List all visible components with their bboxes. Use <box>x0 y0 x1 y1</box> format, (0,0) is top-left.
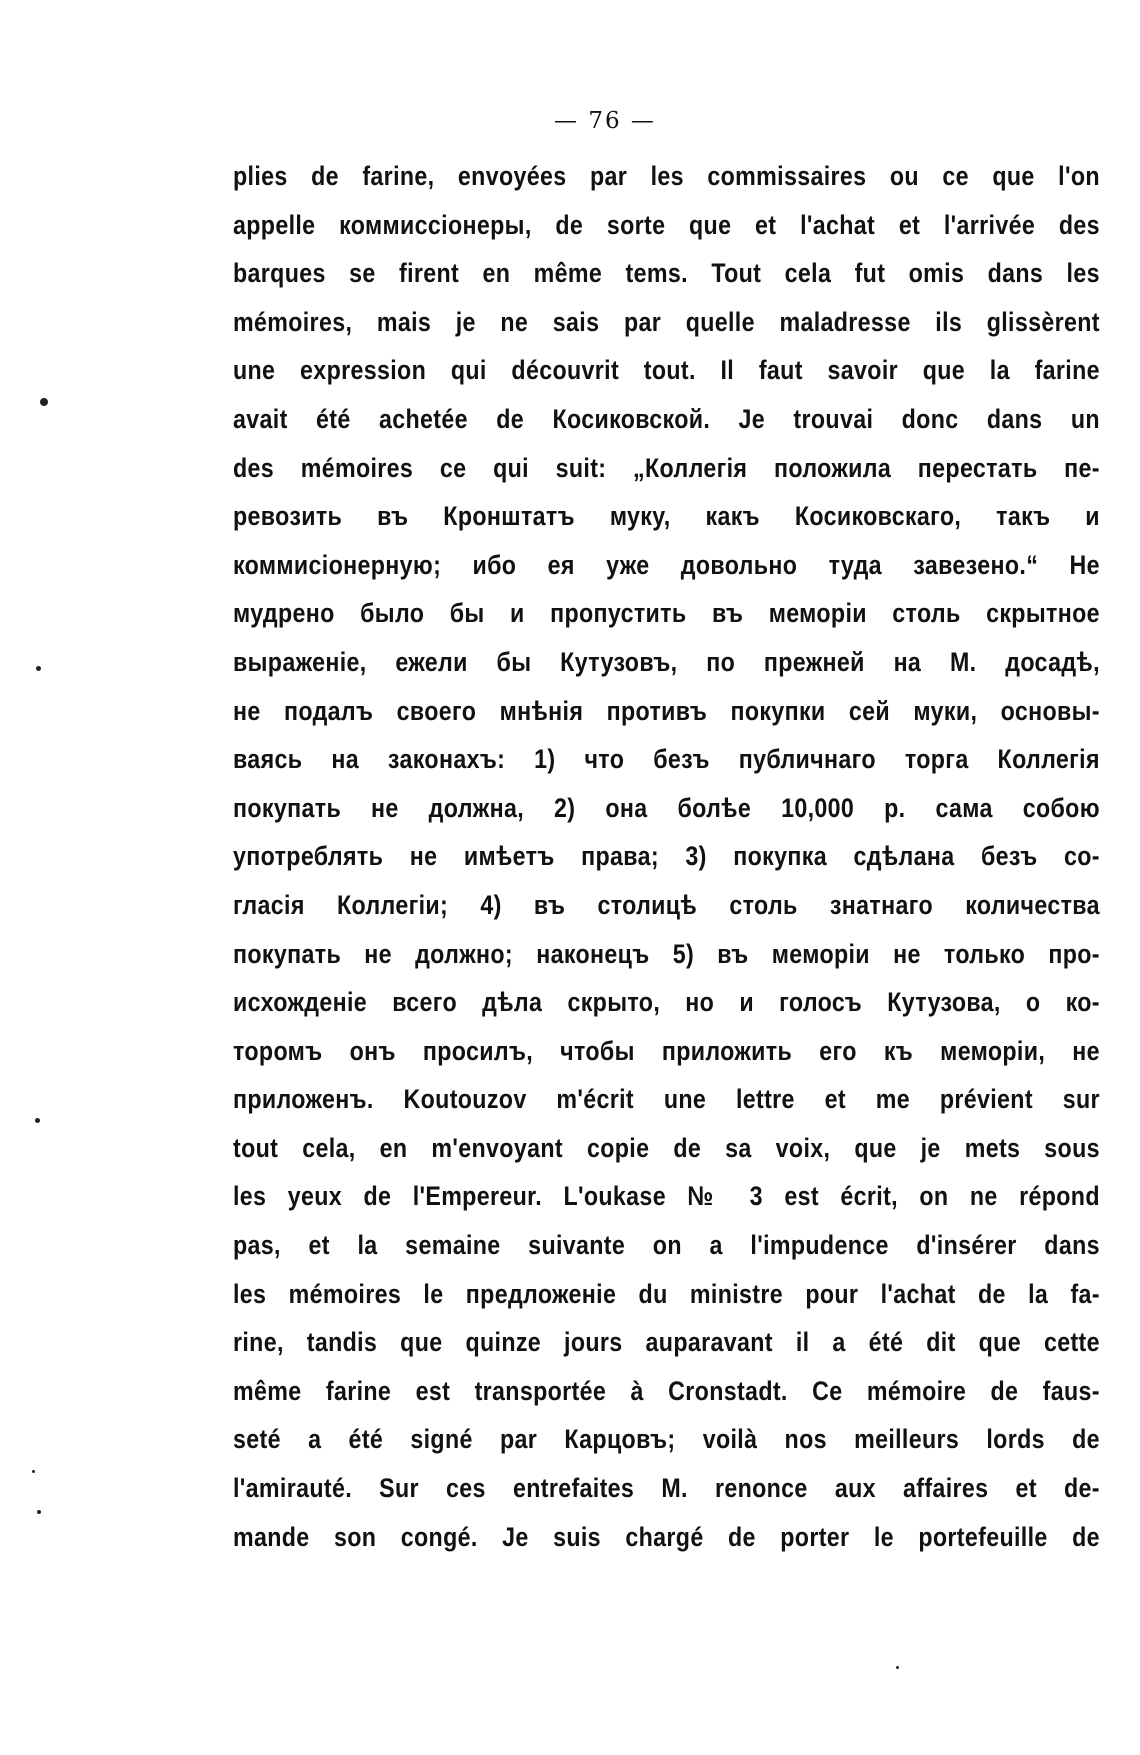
text-line: tout cela, en m'envoyant copie de sa voix, que je mets sous <box>233 1132 1100 1163</box>
text-line: выраженіе, ежели бы Кутузовъ, по прежней на М. досадѣ, <box>233 646 1100 677</box>
text-line: l'amirauté. Sur ces entrefaites M. renonce aux affaires et de- <box>233 1473 1100 1504</box>
scan-speck <box>37 1510 41 1514</box>
body-text <box>233 152 1100 1561</box>
text-line: ваясь на законахъ: 1) что безъ публичнаго торга Коллегія <box>233 744 1100 775</box>
text-line: avait été achetée de Косиковской. Je trouvai donc dans un <box>233 403 1100 434</box>
scan-speck <box>40 398 48 406</box>
scan-speck <box>35 1118 40 1123</box>
scan-speck <box>32 1470 35 1473</box>
text-line: приложенъ. Koutouzov m'écrit une lettre et me prévient sur <box>233 1084 1100 1115</box>
page-number: — 76 — <box>554 108 656 134</box>
text-line: des mémoires ce qui suit: „Коллегія положила перестать пе- <box>233 452 1100 483</box>
scan-speck <box>36 666 41 671</box>
text-line: appelle коммиссіонеры, de sorte que et l'achat et l'arrivée des <box>233 209 1100 240</box>
text-line: même farine est transportée à Cronstadt. Ce mémoire de faus- <box>233 1375 1100 1406</box>
text-line: не подалъ своего мнѣнія противъ покупки сей муки, основы- <box>233 695 1100 726</box>
text-line: mande son congé. Je suis chargé de porter le portefeuille de <box>233 1521 1100 1552</box>
text-line: гласія Коллегіи; 4) въ столицѣ столь знатнаго количества <box>233 889 1100 920</box>
text-line: употреблять не имѣетъ права; 3) покупка сдѣлана безъ со- <box>233 841 1100 872</box>
text-line: исхожденіе всего дѣла скрыто, но и голосъ Кутузова, о ко- <box>233 987 1100 1018</box>
text-line: торомъ онъ просилъ, чтобы приложить его къ меморіи, не <box>233 1035 1100 1066</box>
text-line: plies de farine, envoyées par les commissaires ou ce que l'on <box>233 161 1100 191</box>
text-line: покупать не должно; наконецъ 5) въ меморіи не только про- <box>233 938 1100 969</box>
text-line: покупать не должна, 2) она болѣе 10,000 р. сама собою <box>233 792 1100 823</box>
text-line: barques se firent en même tems. Tout cela fut omis dans les <box>233 258 1100 289</box>
text-line: pas, et la semaine suivante on a l'impudence d'insérer dans <box>233 1230 1100 1261</box>
text-line: seté a été signé par Карцовъ; voilà nos meilleurs lords de <box>233 1424 1100 1455</box>
text-line: мудрено было бы и пропустить въ меморіи столь скрытное <box>233 598 1100 629</box>
text-line: mémoires, mais je ne sais par quelle maladresse ils glissèrent <box>233 306 1100 337</box>
scan-speck <box>896 1666 899 1669</box>
text-line: коммисіонерную; ибо ея уже довольно туда завезено.“ Не <box>233 549 1100 580</box>
text-line: les mémoires le предложеніе du ministre pour l'achat de la fa- <box>233 1278 1100 1309</box>
text-line: ревозить въ Кронштатъ муку, какъ Косиковскаго, такъ и <box>233 501 1100 532</box>
text-line: les yeux de l'Empereur. L'oukase № 3 est écrit, on ne répond <box>233 1181 1100 1212</box>
text-line: rine, tandis que quinze jours auparavant il a été dit que cette <box>233 1327 1100 1358</box>
text-line: une expression qui découvrit tout. Il faut savoir que la farine <box>233 355 1100 386</box>
